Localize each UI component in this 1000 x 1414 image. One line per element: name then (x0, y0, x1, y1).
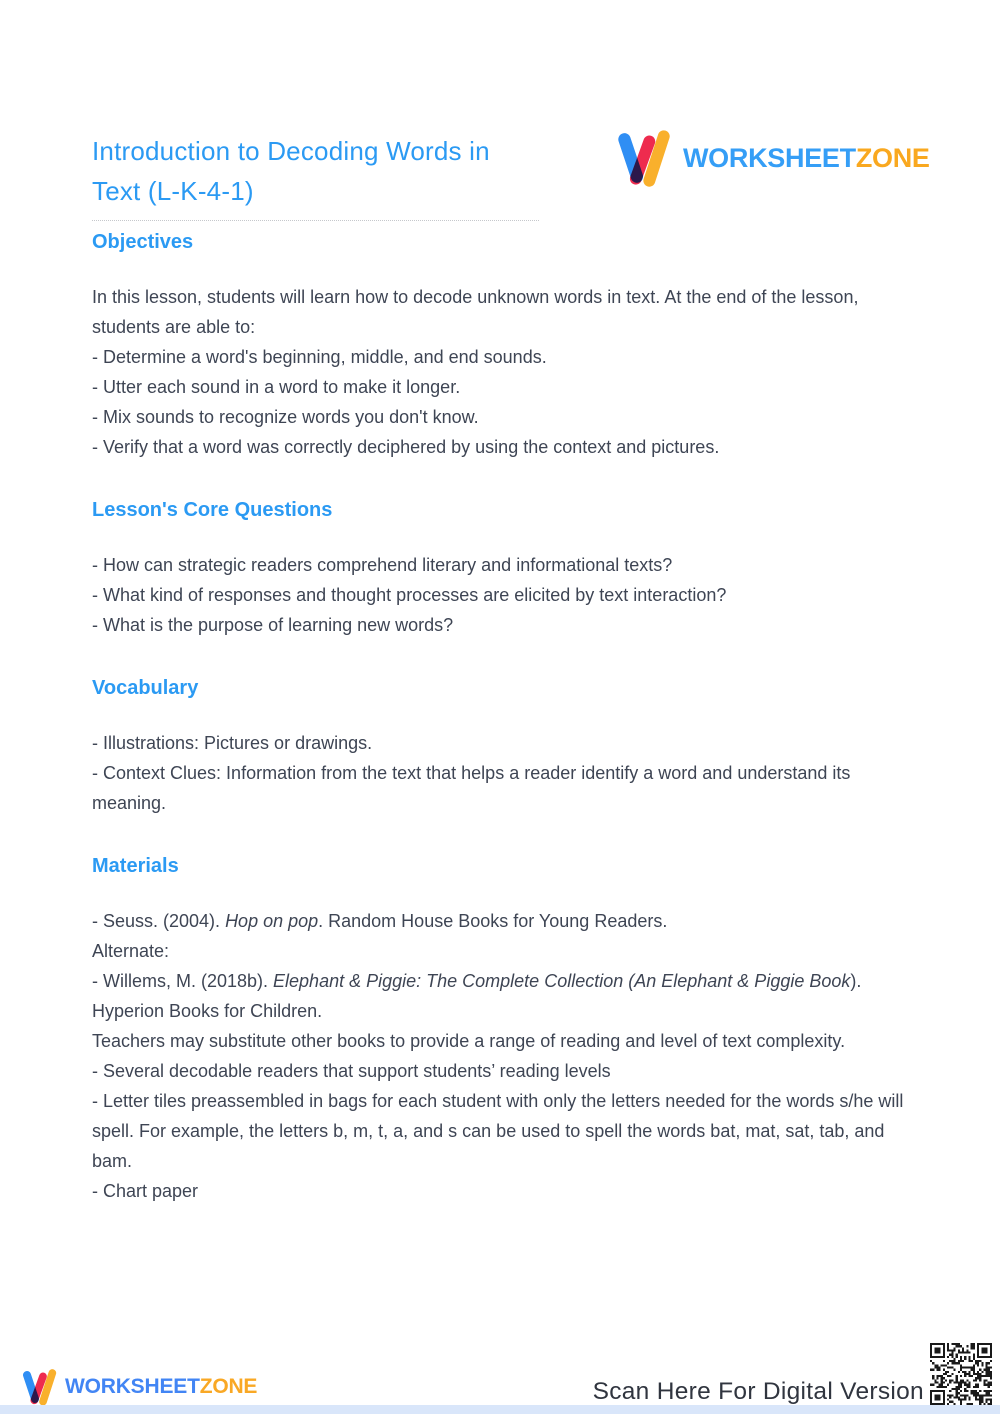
text-run: - Mix sounds to recognize words you don't know. (92, 407, 479, 427)
text-run: - Several decodable readers that support students’ reading levels (92, 1061, 611, 1081)
italic-text-run: Hop on pop (225, 911, 319, 931)
text-run: - Verify that a word was correctly deciphered by using the context and pictures. (92, 437, 720, 457)
qr-code-icon (930, 1343, 992, 1405)
text-run: . Random House Books for Young Readers. (318, 911, 668, 931)
text-run: - What kind of responses and thought processes are elicited by text interaction? (92, 585, 727, 605)
paragraph (92, 342, 904, 372)
text-run: In this lesson, students will learn how to decode unknown words in text. At the end of the lesson, students are able to: (92, 287, 859, 337)
text-run: - What is the purpose of learning new words? (92, 615, 454, 635)
text-run: - Utter each sound in a word to make it longer. (92, 377, 461, 397)
section-vocabulary (92, 677, 904, 818)
paragraph (92, 432, 904, 462)
paragraph (92, 906, 904, 936)
section-body-objectives (92, 282, 904, 462)
text-run: - Willems, M. (2018b). (92, 971, 274, 991)
paragraph (92, 580, 904, 610)
section-heading-vocabulary: Vocabulary (92, 677, 199, 699)
footer-brand-wordmark (65, 1375, 257, 1399)
paragraph (92, 936, 904, 966)
italic-text-run: Elephant & Piggie: The Complete Collection (An Elephant & Piggie Book (273, 971, 851, 991)
bottom-accent-strip (0, 1405, 1000, 1414)
text-run: Teachers may substitute other books to provide a range of reading and level of text complexity. (92, 1031, 846, 1051)
text-run: - Seuss. (2004). (92, 911, 226, 931)
footer-brand-zone: ZONE (199, 1375, 258, 1398)
brand-worksheet: WORKSHEET (683, 142, 856, 173)
brand-zone: ZONE (855, 142, 930, 173)
section-body-vocabulary (92, 728, 904, 818)
text-run: - Context Clues: Information from the text that helps a reader identify a word and understand its meaning. (92, 763, 851, 813)
lesson-content (92, 131, 904, 1206)
section-materials (92, 855, 904, 1206)
paragraph (92, 1056, 904, 1086)
section-core-questions (92, 499, 904, 640)
paragraph (92, 1026, 904, 1056)
paragraph (92, 610, 904, 640)
section-heading-objectives: Objectives (92, 231, 194, 253)
section-objectives (92, 231, 904, 462)
footer-worksheetzone-w-icon (17, 1367, 57, 1407)
text-run: - Illustrations: Pictures or drawings. (92, 733, 373, 753)
paragraph (92, 282, 904, 342)
scan-here-label: Scan Here For Digital Version (592, 1378, 924, 1405)
text-run: - Letter tiles preassembled in bags for each student with only the letters needed for the words s/he will spell. For example, the letters b, m, t, a, and s can be used to spell the words bat, mat, sat, tab, and bam. (92, 1091, 904, 1171)
paragraph (92, 758, 904, 818)
section-body-core-questions (92, 550, 904, 640)
text-run: - Determine a word's beginning, middle, and end sounds. (92, 347, 547, 367)
paragraph (92, 372, 904, 402)
paragraph (92, 728, 904, 758)
section-heading-materials: Materials (92, 855, 179, 877)
paragraph (92, 966, 904, 1026)
title-block (92, 131, 539, 221)
text-run: ). Hyperion Books for Children. (92, 971, 862, 1021)
section-body-materials (92, 906, 904, 1206)
paragraph (92, 550, 904, 580)
footer-worksheetzone-logo (17, 1367, 257, 1407)
footer-brand-worksheet: WORKSHEET (65, 1375, 200, 1398)
paragraph (92, 402, 904, 432)
page-title: Introduction to Decoding Words in Text (L-K-4-1) (92, 136, 490, 206)
paragraph (92, 1086, 904, 1176)
paragraph (92, 1176, 904, 1206)
section-heading-core-questions: Lesson's Core Questions (92, 499, 333, 521)
text-run: - How can strategic readers comprehend literary and informational texts? (92, 555, 673, 575)
text-run: Alternate: (92, 941, 170, 961)
text-run: - Chart paper (92, 1181, 199, 1201)
